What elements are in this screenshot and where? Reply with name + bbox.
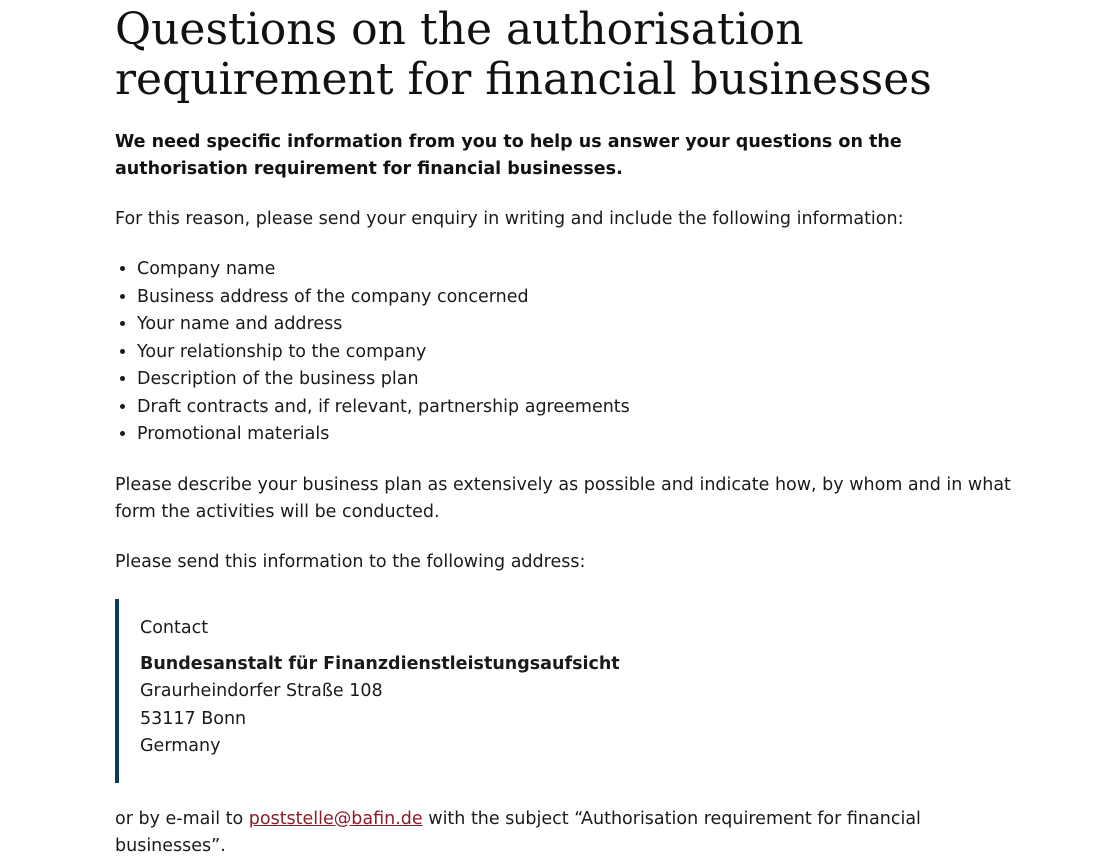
contact-country: Germany <box>140 736 221 756</box>
list-item: • Business address of the company concerned <box>137 284 1035 312</box>
main-content <box>115 0 1035 860</box>
required-information-list <box>115 256 1035 449</box>
email-suffix: with the subject “Authorisation requirement for financial businesses”. <box>115 808 921 856</box>
email-link[interactable]: poststelle@bafin.de <box>248 808 423 829</box>
contact-street: Graurheindorfer Straße 108 <box>140 681 383 701</box>
list-item: • Description of the business plan <box>137 366 1035 394</box>
list-item: • Your name and address <box>137 311 1035 339</box>
contact-organisation: Bundesanstalt für Finanzdienstleistungsaufsicht <box>140 653 620 674</box>
page-title: Questions on the authorisation requirement for financial businesses <box>115 4 932 105</box>
contact-heading: Contact <box>140 617 209 638</box>
email-prefix: or by e-mail to <box>115 808 249 829</box>
send-address-paragraph: Please send this information to the following address: <box>115 551 586 572</box>
list-item: • Company name <box>137 256 1035 284</box>
contact-city: 53117 Bonn <box>140 708 247 729</box>
contact-box <box>115 599 1035 783</box>
list-item: • Draft contracts and, if relevant, partnership agreements <box>137 394 1035 422</box>
intro-paragraph: For this reason, please send your enquiry in writing and include the following information: <box>115 209 904 229</box>
lead-paragraph: We need specific information from you to help us answer your questions on the authorisation requirement for financial businesses. <box>115 132 902 179</box>
email-paragraph <box>115 806 1035 860</box>
list-item: • Promotional materials <box>137 421 1035 449</box>
business-plan-paragraph: Please describe your business plan as extensively as possible and indicate how, by whom and in what form the activities will be conducted. <box>115 474 1011 522</box>
list-item: • Your relationship to the company <box>137 339 1035 367</box>
